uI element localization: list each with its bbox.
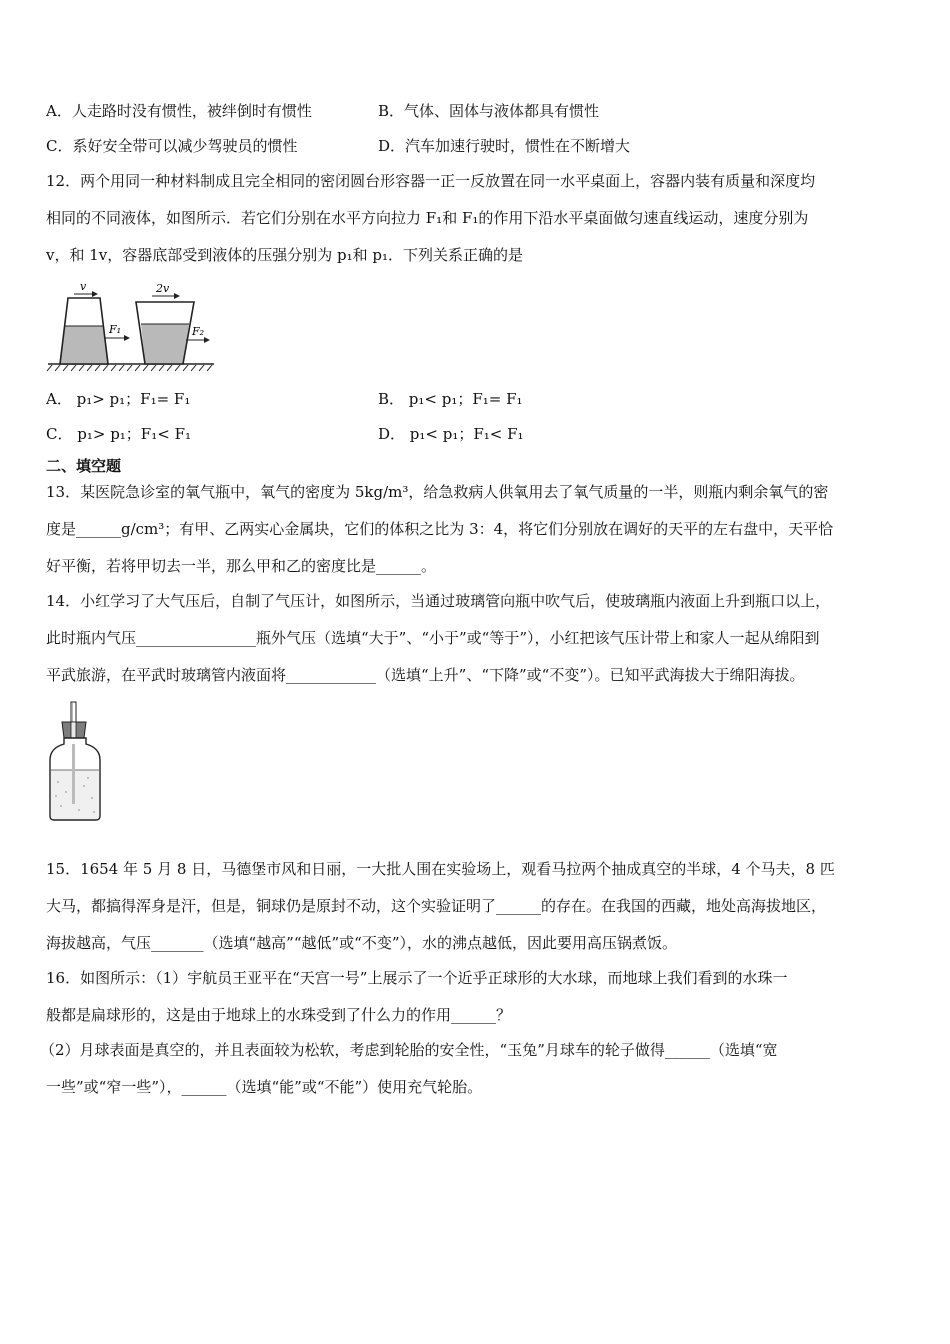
q16-line-2: 般都是扁球形的，这是由于地球上的水珠受到了什么力的作用______？ xyxy=(46,1006,512,1024)
q12-option-c: C． p₁> p₁；F₁< F₁ xyxy=(46,425,191,443)
q14-line-2: 此时瓶内气压________________瓶外气压（选填“大于”、“小于”或“等于”），小红把该气压计带上和家人一起从绵阳到 xyxy=(46,629,820,647)
velocity-label-1: v xyxy=(80,280,87,293)
q12-option-d: D． p₁< p₁；F₁< F₁ xyxy=(378,425,524,443)
force-arrow-2-head xyxy=(204,337,210,343)
ground-hatching xyxy=(47,365,212,371)
q14-barometer-bottle-figure xyxy=(44,700,106,824)
velocity-label-2: 2v xyxy=(156,282,170,295)
force-label-2: F₂ xyxy=(192,325,205,338)
velocity-arrow-2-head xyxy=(174,293,180,299)
q13-line-3: 好平衡，若将甲切去一半，那么甲和乙的密度比是______。 xyxy=(46,557,437,575)
q12-stem-line-3: v，和 1v，容器底部受到液体的压强分别为 p₁和 p₁．下列关系正确的是 xyxy=(46,246,524,264)
q13-line-2: 度是______g/cm³；有甲、乙两实心金属块，它们的体积之比为 3：4，将它们分别放在调好的天平的左右盘中，天平恰 xyxy=(46,520,834,538)
q16-line-1: 16．如图所示：（1）宇航员王亚平在“天宫一号”上展示了一个近乎正球形的大水球，而地球上我们看到的水珠一 xyxy=(46,969,788,987)
q16-line-4: 一些”或“窄一些”），______（选填“能”或“不能”）使用充气轮胎。 xyxy=(46,1078,483,1096)
q14-line-1: 14．小红学习了大气压后，自制了气压计，如图所示，当通过玻璃管向瓶中吹气后，使玻璃瓶内液面上升到瓶口以上， xyxy=(46,592,831,610)
q13-line-1: 13．某医院急诊室的氧气瓶中，氧气的密度为 5kg/m³，给急救病人供氧用去了氧气质量的一半，则瓶内剩余氧气的密 xyxy=(46,483,829,501)
velocity-arrow-1-head xyxy=(92,291,98,297)
q15-line-3: 海拔越高，气压_______（选填“越高”“越低”或“不变”），水的沸点越低，因此要用高压锅煮饭。 xyxy=(46,934,678,952)
q15-line-2: 大马，都搞得浑身是汗，但是，铜球仍是原封不动，这个实验证明了______的存在。在我国的西藏，地处高海拔地区， xyxy=(46,897,827,915)
q12-stem-line-1: 12．两个用同一种材料制成且完全相同的密闭圆台形容器一正一反放置在同一水平桌面上，容器内装有质量和深度均 xyxy=(46,172,816,190)
q12-option-a: A． p₁> p₁；F₁= F₁ xyxy=(46,390,191,408)
q14-line-3: 平武旅游，在平武时玻璃管内液面将____________（选填“上升”、“下降”或“不变”）。已知平武海拔大于绵阳海拔。 xyxy=(46,666,805,684)
q11-option-a: A．人走路时没有惯性，被绊倒时有惯性 xyxy=(46,102,312,120)
q11-option-d: D．汽车加速行驶时，惯性在不断增大 xyxy=(378,137,631,155)
q12-option-b: B． p₁< p₁；F₁= F₁ xyxy=(378,390,523,408)
force-arrow-1-head xyxy=(124,335,130,341)
q12-containers-figure xyxy=(44,280,216,372)
q15-line-1: 15．1654 年 5 月 8 日，马德堡市风和日丽，一大批人围在实验场上，观看马拉两个抽成真空的半球，4 个马夫，8 匹 xyxy=(46,860,835,878)
container-2-liquid xyxy=(141,324,189,364)
section-heading-fill-in: 二、填空题 xyxy=(46,457,122,475)
q12-stem-line-2: 相同的不同液体，如图所示．若它们分别在水平方向拉力 F₁和 F₁的作用下沿水平桌面做匀速直线运动，速度分别为 xyxy=(46,209,809,227)
force-label-1: F₁ xyxy=(109,323,122,336)
container-1-liquid xyxy=(60,326,108,364)
q16-line-3: （2）月球表面是真空的，并且表面较为松软，考虑到轮胎的安全性，“玉兔”月球车的轮子做得______（选填“宽 xyxy=(40,1041,778,1059)
tube-liquid-column xyxy=(72,744,75,804)
q11-option-b: B．气体、固体与液体都具有惯性 xyxy=(378,102,600,120)
q11-option-c: C．系好安全带可以减少驾驶员的惯性 xyxy=(46,137,298,155)
